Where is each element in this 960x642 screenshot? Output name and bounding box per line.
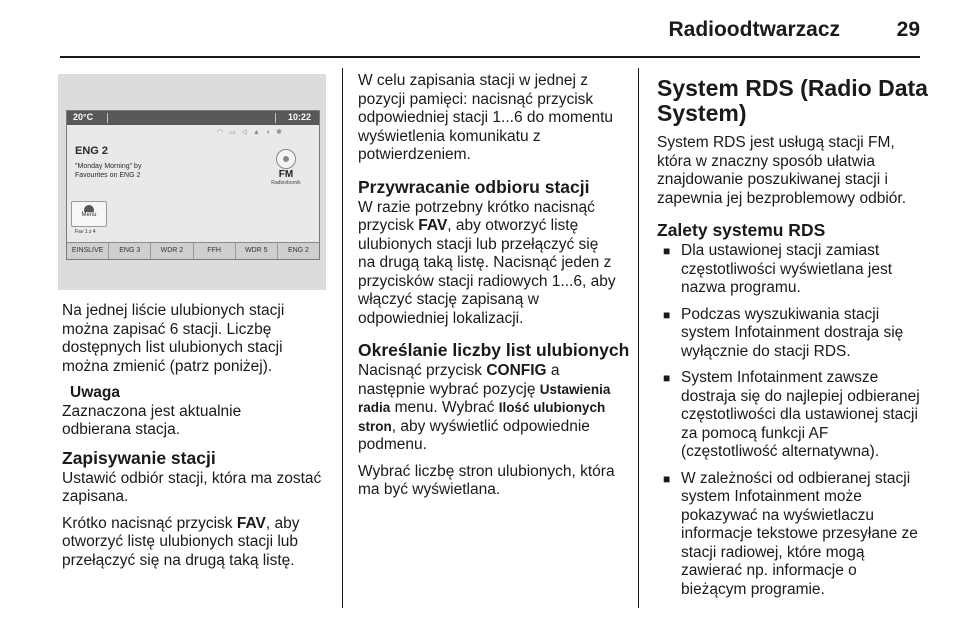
chapter-title: Radioodtwarzacz — [668, 18, 840, 41]
text-line: częstotliwości wyświetlana jest — [681, 260, 893, 278]
preset-bar — [67, 242, 319, 259]
text-line: W zależności od odbieranej stacji — [681, 469, 911, 487]
text-segment: , aby otworzyć listę — [447, 217, 579, 234]
menu-keyword: Ilość ulubionych — [498, 400, 606, 415]
text-line: za pomocą funkcji AF — [681, 424, 829, 442]
text-line: na drugą taką listę. Nacisnąć jeden z — [358, 254, 612, 271]
section-heading-restore: Przywracanie odbioru stacji — [358, 176, 590, 197]
rds-paragraph — [657, 134, 929, 208]
choose-paragraph — [358, 463, 630, 500]
text-line: podmenu. — [358, 436, 427, 453]
section-heading-advantages: Zalety systemu RDS — [657, 220, 826, 240]
column-2 — [358, 72, 630, 508]
text-line: stacji radiowej, które mogą — [681, 543, 865, 561]
text-line: pokazywać na wyświetlaczu — [681, 506, 874, 524]
text-line: można zapisać 6 stacji. Liczbę — [62, 320, 272, 338]
fm-label: FM — [278, 169, 294, 180]
text-line: System RDS jest usługą stacji FM, — [657, 134, 895, 151]
column-3 — [657, 76, 929, 607]
note-body — [62, 403, 334, 440]
store-paragraph — [358, 72, 630, 165]
text-line: System Infotainment zawsze — [681, 369, 879, 386]
status-icons — [217, 128, 284, 136]
text-line: zapisana. — [62, 488, 129, 505]
fm-sub-label: Radioobornik — [271, 180, 301, 186]
text-segment: a — [546, 362, 560, 379]
text-line: Zaznaczona jest aktualnie — [62, 402, 242, 420]
menu-icon — [84, 205, 94, 212]
traffic-icon: ▭ — [229, 129, 238, 136]
bluetooth-icon: ✱ — [276, 129, 284, 136]
preset-button[interactable]: FFH — [194, 243, 236, 259]
preset-button[interactable]: WDR 5 — [236, 243, 278, 259]
list-item — [657, 470, 929, 600]
note-heading: Uwaga — [70, 384, 120, 401]
text-line: można zmienić (patrz poniżej). — [62, 357, 273, 375]
text-segment: , aby — [265, 514, 300, 532]
text-line: Ustawić odbiór stacji, która ma zostać — [62, 469, 322, 487]
header-rule — [60, 56, 920, 58]
section-heading-save: Zapisywanie stacji — [62, 447, 216, 468]
menu-keyword: stron — [358, 418, 392, 434]
text-line: włączyć stację zapisaną w — [358, 291, 539, 308]
intro-paragraph — [62, 302, 334, 376]
menu-button[interactable] — [71, 201, 107, 227]
text-line: bieżącym programie. — [681, 580, 825, 598]
preset-button[interactable]: ENG 2 — [287, 247, 309, 254]
text-line: znajdowanie poszukiwanej stacji i — [657, 171, 888, 188]
text-segment: , aby wyświetlić odpowiednie — [391, 417, 590, 435]
phone-icon: ◖ — [265, 129, 273, 136]
clock-readout: 10:22 — [287, 112, 311, 122]
text-line: system Infotainment może — [681, 488, 862, 505]
button-keyword: CONFIG — [486, 362, 547, 379]
text-segment: następnie wybrać pozycję — [358, 380, 540, 398]
text-segment: przycisk — [358, 217, 419, 234]
status-bar — [67, 111, 319, 125]
button-keyword: FAV — [236, 514, 266, 532]
text-line: ma być wyświetlana. — [358, 481, 501, 498]
text-line: Podczas wyszukiwania stacji — [681, 305, 880, 323]
radio-text-line: "Monday Morning" by — [75, 163, 142, 170]
bullet-icon: ■ — [663, 471, 671, 486]
text-line: dostraja się do najlepiej odbieranej — [681, 387, 920, 405]
temperature-readout: 20°C — [73, 112, 94, 122]
text-line: odpowiedniej lokalizacji. — [358, 309, 524, 327]
text-line: W razie potrzebny krótko nacisnąć — [358, 198, 595, 216]
text-line: informacje tekstowe przesyłane ze — [681, 525, 918, 542]
list-item — [657, 306, 929, 362]
text-line: system Infotainment dostraja się — [681, 324, 904, 341]
column-divider-1 — [342, 68, 343, 608]
infotainment-display — [66, 110, 320, 260]
text-line: Dla ustawionej stacji zamiast — [681, 242, 880, 259]
text-line: Wybrać liczbę stron ulubionych, która — [358, 462, 615, 480]
text-line: W celu zapisania stacji w jednej z — [358, 72, 589, 89]
list-item — [657, 242, 929, 298]
bullet-icon: ■ — [663, 244, 671, 258]
text-line: dostępnych list ulubionych stacji — [62, 339, 283, 356]
wifi-icon: ◠ — [217, 129, 226, 136]
text-segment: menu. Wybrać — [390, 399, 499, 416]
heading-line: System) — [657, 100, 747, 126]
radio-text-line: Favourites on ENG 2 — [75, 172, 141, 179]
section-heading-rds — [657, 76, 929, 126]
restore-paragraph — [358, 199, 630, 329]
fav-paragraph — [62, 515, 334, 571]
bullet-icon: ■ — [663, 307, 671, 322]
text-segment: Krótko nacisnąć przycisk — [62, 514, 237, 532]
button-keyword: FAV — [418, 217, 448, 234]
text-line: wyłącznie do stacji RDS. — [681, 342, 851, 360]
status-separator — [275, 113, 276, 123]
preset-button[interactable]: ENG 3 — [109, 243, 151, 259]
text-line: zapewnia jej bezproblemowy odbiór. — [657, 189, 907, 207]
menu-keyword: radia — [358, 400, 391, 415]
menu-label: Menu — [81, 212, 97, 218]
text-line: Na jednej liście ulubionych stacji — [62, 302, 285, 319]
count-paragraph — [358, 362, 630, 455]
preset-button[interactable]: WDR 2 — [151, 243, 193, 259]
text-line: otworzyć listę ulubionych stacji lub — [62, 533, 299, 550]
text-line: ulubionych stacji lub przełączyć się — [358, 235, 599, 253]
text-line: nazwa programu. — [681, 279, 801, 296]
text-line: potwierdzeniem. — [358, 146, 471, 163]
text-line: (częstotliwość alternatywna). — [681, 443, 880, 460]
text-line: odbierana stacja. — [62, 421, 181, 438]
text-line: odpowiedniej stacji 1...6 do momentu — [358, 109, 614, 126]
radio-signal-icon — [276, 149, 296, 169]
list-item — [657, 369, 929, 462]
text-line: przycisków stacji radiowych 1...6, aby — [358, 272, 616, 290]
favourites-page-label: Fav 1 z 4 — [75, 229, 96, 235]
text-line: pozycji pamięci: nacisnąć przycisk — [358, 90, 594, 108]
heading-line: System RDS (Radio Data — [657, 75, 928, 101]
advantages-list — [657, 242, 929, 599]
text-line: wyświetlenia komunikatu z — [358, 127, 541, 145]
text-line: która w znaczny sposób ułatwia — [657, 152, 875, 170]
page-number: 29 — [896, 18, 920, 41]
station-name: ENG 2 — [75, 145, 109, 157]
preset-button[interactable]: EINSLIVE — [67, 243, 109, 259]
column-divider-2 — [638, 68, 639, 608]
text-segment: Nacisnąć przycisk — [358, 362, 487, 379]
text-line: przełączyć się na drugą taką listę. — [62, 551, 295, 569]
signal-icon: ▲ — [252, 129, 262, 136]
text-line: częstotliwości dla ustawionej stacji — [681, 406, 918, 423]
menu-keyword: Ustawienia — [539, 381, 611, 397]
radio-screen-figure — [58, 74, 326, 290]
bullet-icon: ■ — [663, 371, 671, 385]
mute-icon: ◁ — [241, 129, 250, 136]
save-paragraph — [62, 470, 334, 507]
fm-source-button[interactable] — [263, 149, 309, 186]
section-heading-count: Określanie liczby list ulubionych — [358, 340, 630, 360]
column-1 — [62, 302, 334, 578]
status-separator — [107, 113, 108, 123]
text-line: zawierać np. informacje o — [681, 562, 857, 579]
